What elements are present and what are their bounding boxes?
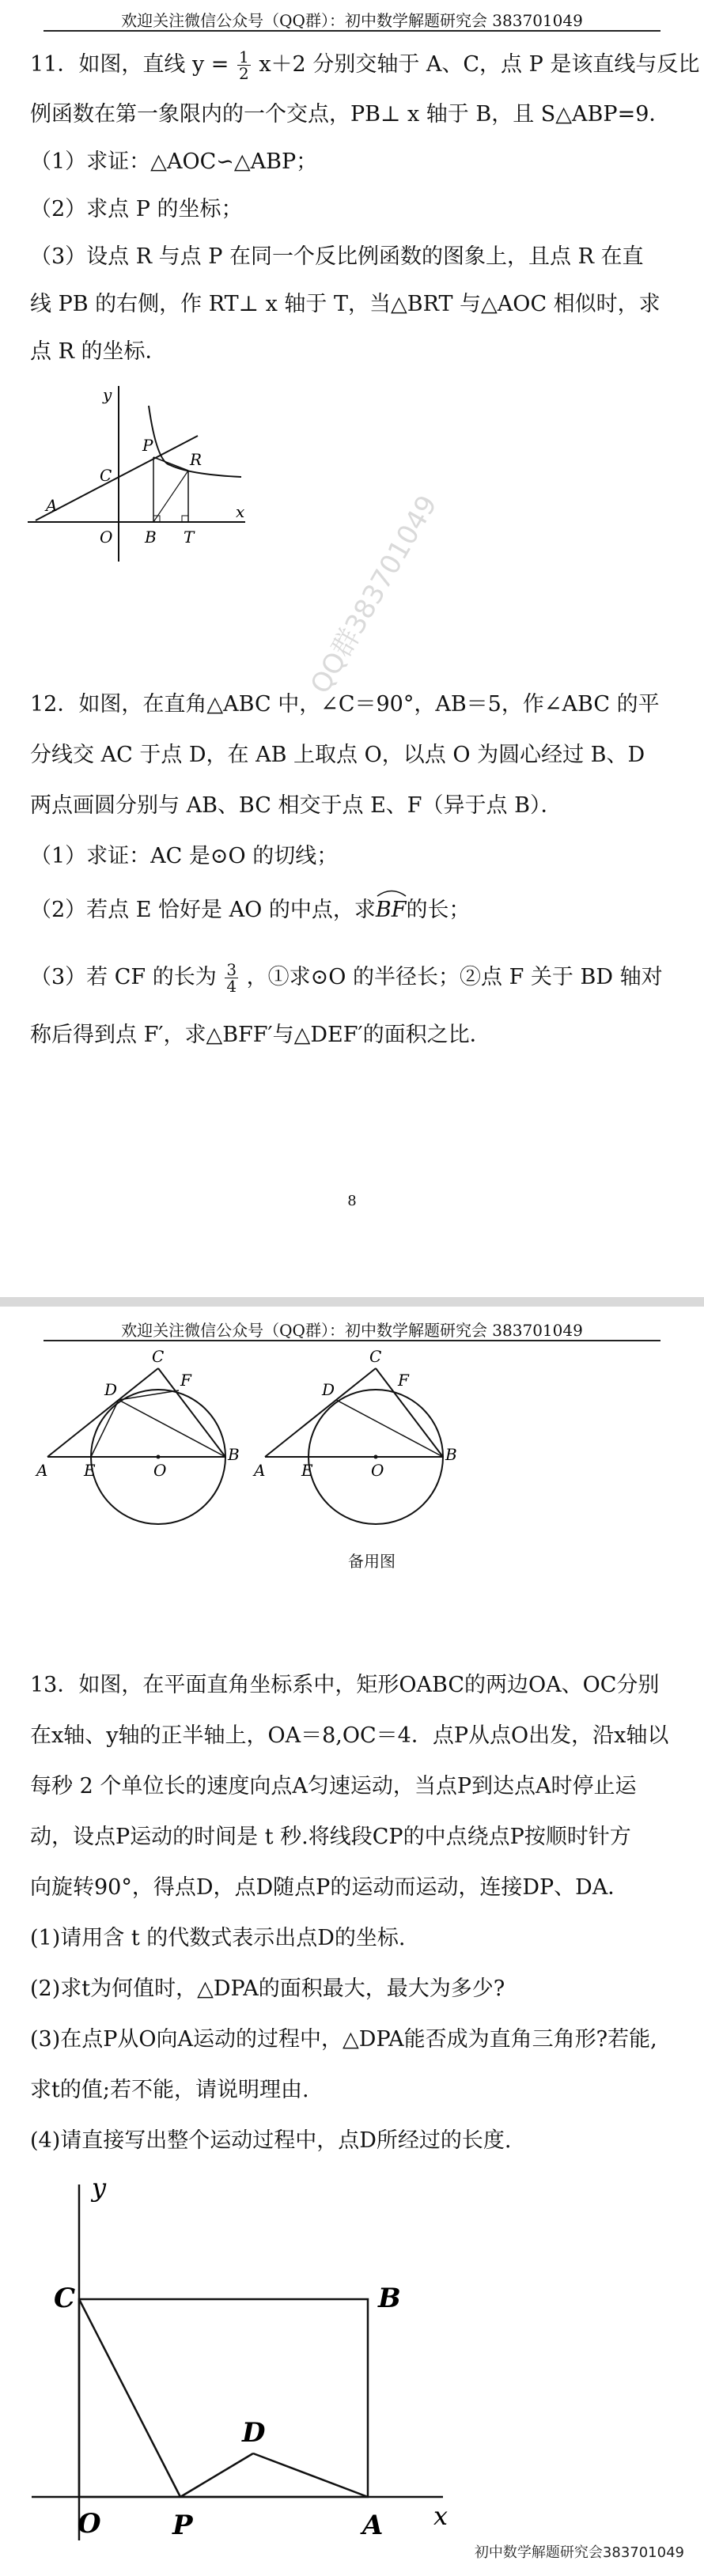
q12-label-b: B bbox=[228, 1445, 240, 1464]
q12-center-dot bbox=[157, 1455, 161, 1459]
q13-label-o: O bbox=[78, 2508, 101, 2540]
q12-line-cb bbox=[158, 1368, 225, 1457]
header-rule-2 bbox=[44, 1340, 660, 1341]
q11-line bbox=[36, 436, 198, 520]
watermark: QQ群383701049 bbox=[304, 490, 444, 699]
q13-line-1: 13．如图，在平面直角坐标系中，矩形OABC的两边OA、OC分别 bbox=[30, 1673, 660, 1697]
q11-figure bbox=[0, 386, 704, 592]
q13-part-3b: 求t的值;若不能，请说明理由. bbox=[30, 2078, 309, 2102]
q12b-label-a: A bbox=[254, 1461, 266, 1480]
q12-line-db bbox=[119, 1400, 225, 1457]
q12-part-3b: 称后得到点 F′，求△BFF′与△DEF′的面积之比． bbox=[30, 1023, 491, 1047]
q12-label-d: D bbox=[104, 1380, 118, 1399]
q11-br bbox=[153, 471, 188, 522]
q13-line-pd bbox=[180, 2453, 253, 2497]
q13-label-d: D bbox=[242, 2417, 266, 2449]
page-gap bbox=[0, 1297, 704, 1307]
page-2 bbox=[0, 1307, 704, 2576]
q13-part-2: (2)求t为何值时，△DPA的面积最大，最大为多少? bbox=[30, 1976, 505, 2001]
q12b-label-o: O bbox=[371, 1461, 384, 1480]
q13-rectangle bbox=[79, 2299, 368, 2497]
q12b-label-b: B bbox=[445, 1445, 457, 1464]
q11-pr bbox=[153, 457, 188, 471]
q13-line-2: 在x轴、y轴的正半轴上，OA＝8,OC＝4．点P从点O出发，沿x轴以 bbox=[30, 1723, 669, 1748]
q12-figure-spare bbox=[249, 1346, 486, 1528]
q13-label-a: A bbox=[362, 2510, 384, 2541]
q13-line-4: 动，设点P运动的时间是 t 秒.将线段CP的中点绕点P按顺时针方 bbox=[30, 1825, 631, 1849]
q11-label-p: P bbox=[142, 436, 153, 455]
q12b-label-f: F bbox=[398, 1371, 409, 1390]
q12-line-3: 两点画圆分别与 AB、BC 相交于点 E、F（异于点 B）． bbox=[30, 793, 562, 818]
q13-figure bbox=[0, 2169, 704, 2564]
q11-part-3b: 线 PB 的右侧，作 RT⊥ x 轴于 T，当△BRT 与△AOC 相似时，求 bbox=[30, 292, 660, 316]
q12-line-de bbox=[91, 1400, 119, 1457]
page-header: 欢迎关注微信公众号（QQ群）：初中数学解题研究会 383701049 bbox=[121, 11, 583, 30]
q11-line-2: 例函数在第一象限内的一个交点，PB⊥ x 轴于 B，且 S△ABP=9． bbox=[30, 102, 671, 127]
q11-fraction: $\frac{1}{2}$ bbox=[239, 47, 249, 83]
q13-label-x: x bbox=[433, 2501, 449, 2531]
credit-label: 初中数学解题研究会383701049 bbox=[474, 2544, 684, 2561]
q13-label-p: P bbox=[172, 2510, 193, 2541]
q11-label-y: y bbox=[103, 386, 112, 404]
q12-arc-bf: BF bbox=[376, 894, 407, 924]
q12-fraction: $\frac{3}{4}$ bbox=[226, 960, 237, 996]
q13-line-da bbox=[253, 2453, 368, 2497]
q12-part-1: （1）求证：AC 是⊙O 的切线； bbox=[30, 844, 339, 868]
q12-part-3: （3）若 CF 的长为 $\frac{3}{4}$ ，①求⊙O 的半径长；②点 F 关于 BD 轴对 bbox=[30, 960, 663, 996]
q12-label-c: C bbox=[152, 1347, 165, 1366]
page-number: 8 bbox=[347, 1193, 357, 1209]
q12-figure-caption: 备用图 bbox=[348, 1552, 396, 1571]
q13-label-y: y bbox=[92, 2173, 107, 2203]
q12b-center-dot bbox=[374, 1455, 378, 1459]
q13-line-cp bbox=[79, 2299, 180, 2497]
q12-label-o: O bbox=[153, 1461, 167, 1480]
q11-right-angle-t bbox=[182, 516, 188, 522]
q11-label-o: O bbox=[100, 528, 113, 547]
q11-label-a: A bbox=[46, 496, 58, 515]
q12b-line-cb bbox=[376, 1368, 443, 1457]
page-header-2: 欢迎关注微信公众号（QQ群）：初中数学解题研究会 383701049 bbox=[121, 1321, 583, 1340]
q12b-label-c: C bbox=[369, 1347, 382, 1366]
q11-label-x: x bbox=[236, 502, 245, 521]
q13-part-4: (4)请直接写出整个运动过程中，点D所经过的长度. bbox=[30, 2128, 512, 2153]
q11-line-1: 11．如图，直线 y = $\frac{1}{2}$ x＋2 分别交轴于 A、C，点 P 是该直线与反比 bbox=[30, 47, 700, 83]
q13-label-b: B bbox=[378, 2283, 401, 2314]
q12b-label-d: D bbox=[322, 1380, 335, 1399]
q11-label-c: C bbox=[100, 466, 112, 485]
q12-figure-main bbox=[32, 1346, 269, 1528]
q12-label-f: F bbox=[180, 1371, 191, 1390]
q12-line-2: 分线交 AC 于点 D，在 AB 上取点 O，以点 O 为圆心经过 B、D bbox=[30, 743, 645, 767]
q12-line-1: 12．如图，在直角△ABC 中，∠C＝90°，AB＝5，作∠ABC 的平 bbox=[30, 692, 660, 717]
q11-part-2: （2）求点 P 的坐标； bbox=[30, 197, 243, 221]
q11-part-3c: 点 R 的坐标． bbox=[30, 339, 167, 364]
q11-part-3a: （3）设点 R 与点 P 在同一个反比例函数的图象上，且点 R 在直 bbox=[30, 244, 644, 269]
q12b-label-e: E bbox=[301, 1461, 313, 1480]
q12-label-a: A bbox=[36, 1461, 48, 1480]
q13-part-1: (1)请用含 t 的代数式表示出点D的坐标. bbox=[30, 1926, 406, 1950]
q13-label-c: C bbox=[54, 2283, 76, 2314]
q12-label-e: E bbox=[84, 1461, 96, 1480]
q11-label-t: T bbox=[184, 528, 195, 547]
header-rule bbox=[44, 30, 660, 32]
q12-part-2: （2）若点 E 恰好是 AO 的中点，求 BF的长； bbox=[30, 894, 679, 924]
q11-label-b: B bbox=[145, 528, 157, 547]
q13-part-3a: (3)在点P从O向A运动的过程中，△DPA能否成为直角三角形?若能, bbox=[30, 2027, 657, 2052]
q13-line-5: 向旋转90°，得点D，点D随点P的运动而运动，连接DP、DA． bbox=[30, 1875, 630, 1900]
q13-line-3: 每秒 2 个单位长的速度向点A匀速运动，当点P到达点A时停止运 bbox=[30, 1774, 637, 1799]
q11-label-r: R bbox=[190, 450, 202, 469]
q12b-line-db bbox=[336, 1400, 443, 1457]
q11-part-1: （1）求证：△AOC∽△ABP； bbox=[30, 149, 318, 174]
